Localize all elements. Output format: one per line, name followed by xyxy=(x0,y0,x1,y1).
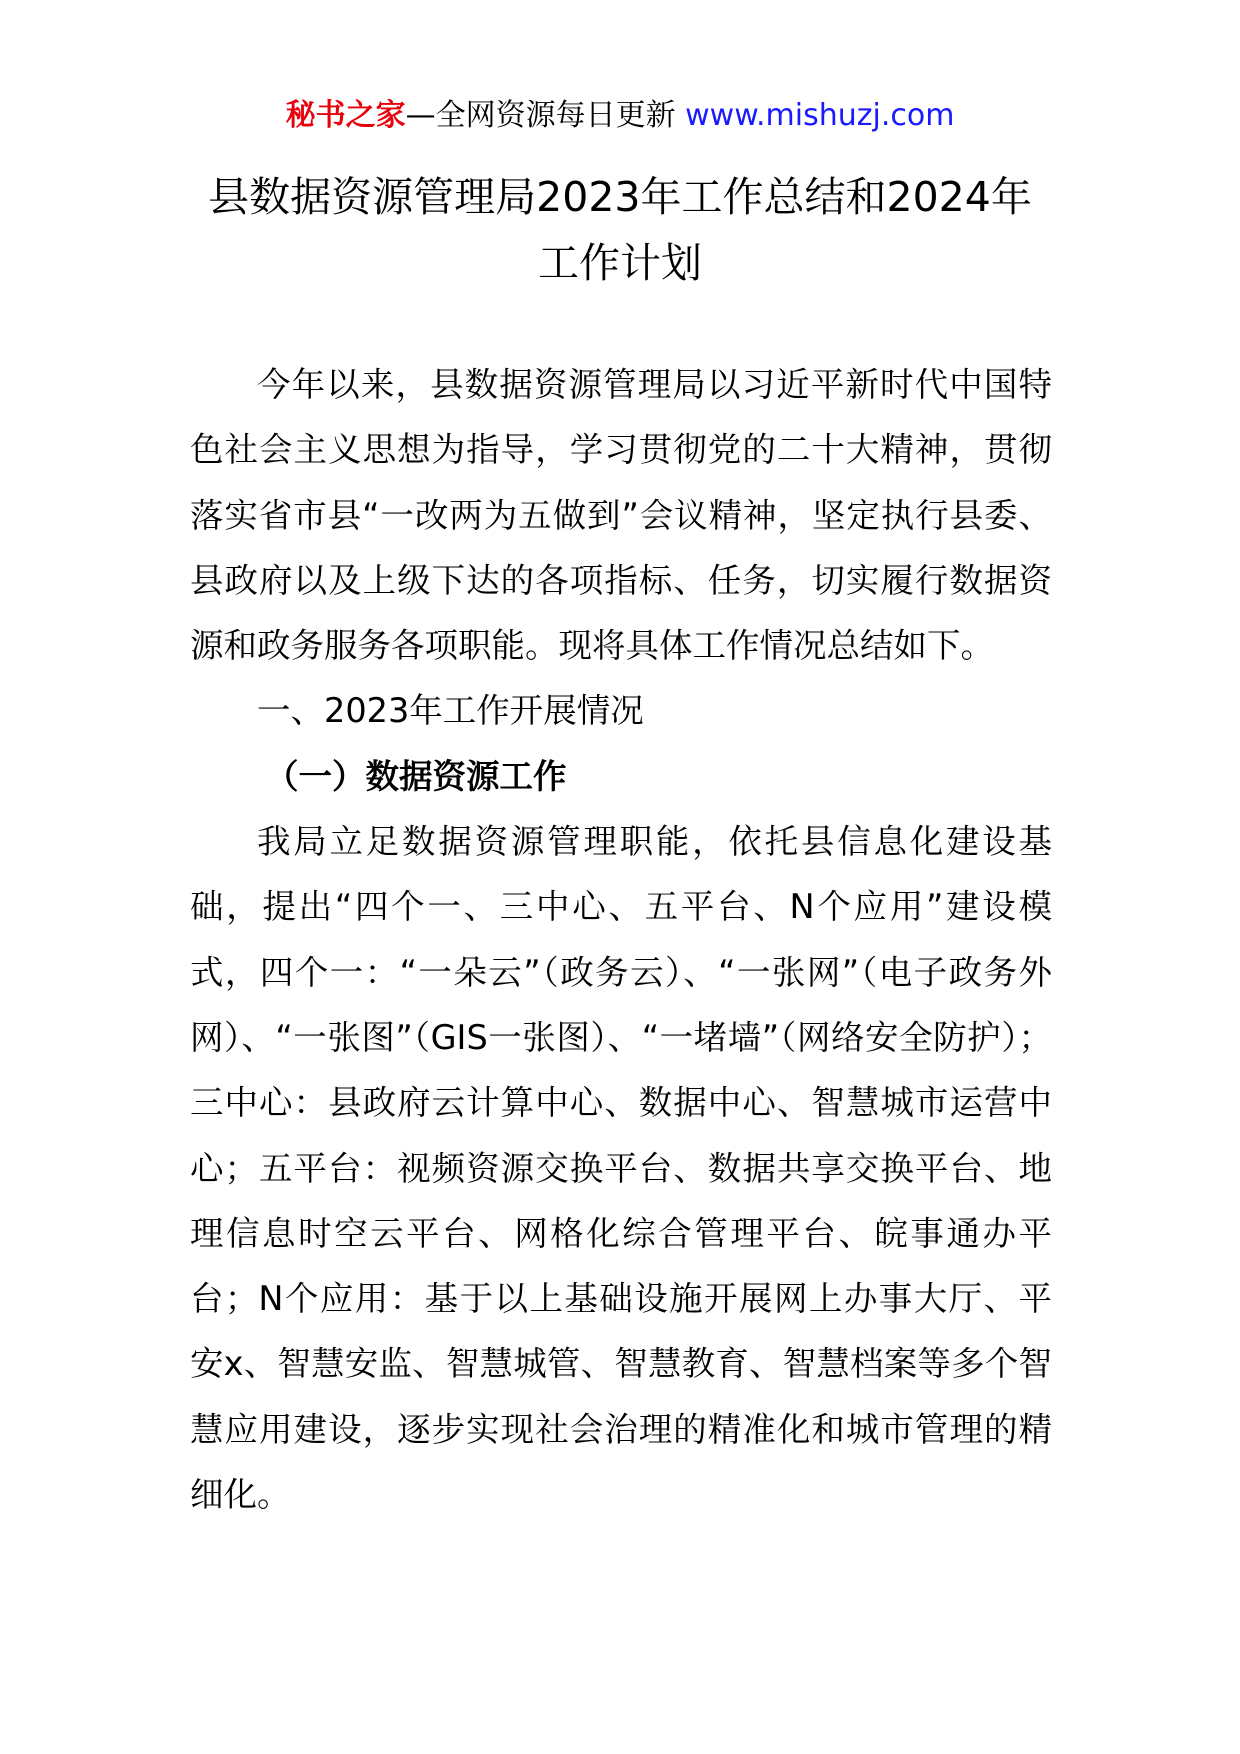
header-tagline: —全网资源每日更新 xyxy=(405,98,686,133)
site-url[interactable]: www.mishuzj.com xyxy=(685,98,955,133)
section-heading: 一、2023年工作开展情况 xyxy=(257,691,644,731)
title-line-2: 工作计划 xyxy=(538,239,702,287)
brand-name: 秘书之家 xyxy=(285,98,406,133)
watermark-header xyxy=(0,96,1240,136)
title-line-1: 县数据资源管理局2023年工作总结和2024年 xyxy=(208,173,1032,221)
subsection-paragraph: 我局立足数据资源管理职能，依托县信息化建设基础，提出“四个一、三中心、五平台、N个应用”建设模式，四个一：“一朵云”（政务云）、“一张网”（电子政务外网）、“一张图”（GIS一张图）、“一堵墙”（网络安全防护）；三中心：县政府云计算中心、数据中心、智慧城市运营中心；五平台：视频资源交换平台、数据共享交换平台、地理信息时空云平台、网格化综合管理平台、皖事通办平台；N个应用：基于以上基础设施开展网上办事大厅、平安x、智慧安监、智慧城管、智慧教育、智慧档案等多个智慧应用建设，逐步实现社会治理的精准化和城市管理的精细化。 xyxy=(190,822,1052,1515)
document-body xyxy=(190,352,1052,1527)
document-title xyxy=(0,164,1240,296)
intro-paragraph: 今年以来，县数据资源管理局以习近平新时代中国特色社会主义思想为指导，学习贯彻党的二十大精神，贯彻落实省市县“一改两为五做到”会议精神，坚定执行县委、县政府以及上级下达的各项指标、任务，切实履行数据资源和政务服务各项职能。现将具体工作情况总结如下。 xyxy=(190,365,1052,666)
subsection-heading: （一）数据资源工作 xyxy=(265,756,567,796)
